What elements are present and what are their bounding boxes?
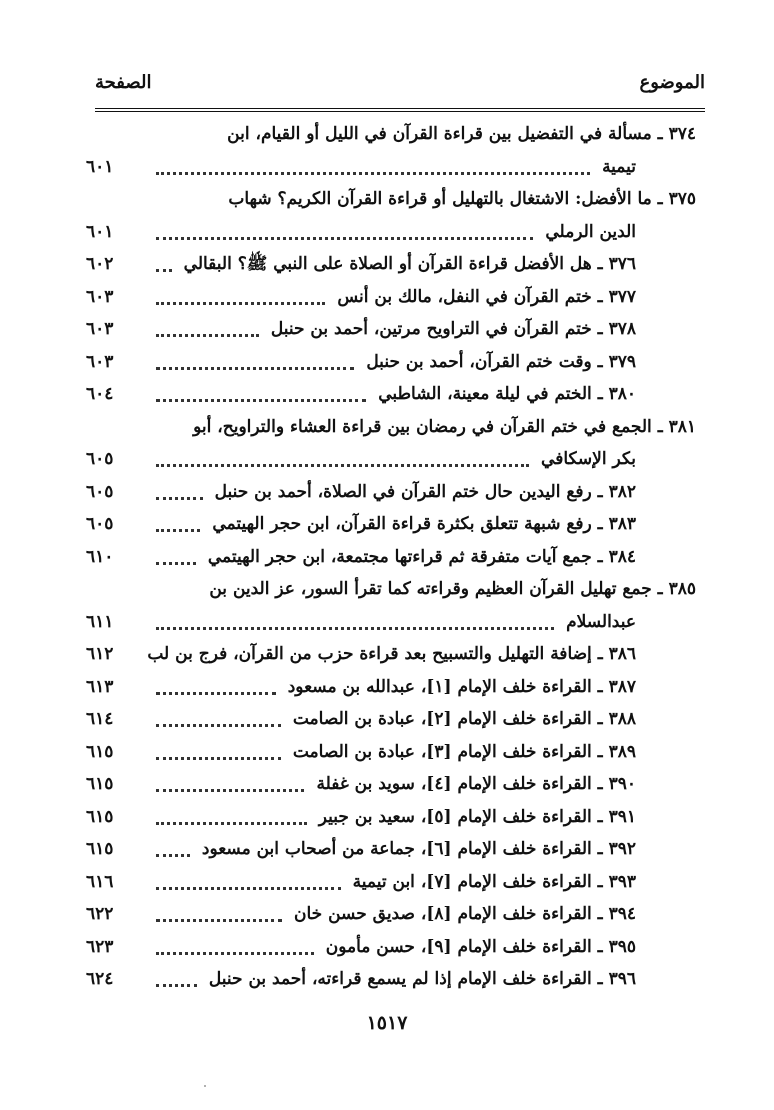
scan-speck — [204, 1085, 206, 1087]
toc-entry-line — [86, 216, 696, 249]
dot-leader — [156, 898, 282, 931]
toc-entry-page: ٦٠٢ — [86, 254, 114, 274]
toc-entry-page: ٦٠١ — [86, 221, 114, 242]
toc-entry — [86, 248, 696, 281]
toc-entry-line — [86, 443, 696, 476]
toc-entry-page: ٦١٥ — [86, 839, 114, 859]
toc-entry — [86, 313, 696, 346]
toc-entry-line — [86, 573, 696, 606]
toc-entry-page: ٦١٠ — [86, 546, 114, 567]
toc-entry-line — [86, 508, 696, 541]
page-number: ١٥١٧ — [366, 1012, 408, 1034]
toc-entry-page: ٦٢٤ — [86, 969, 114, 989]
toc-entry — [86, 671, 696, 704]
toc-entry-line — [86, 703, 696, 736]
toc-entry-text: ٣٩٤ ـ القراءة خلف الإمام [٨]، صديق حسن خان — [294, 904, 636, 924]
dot-leader — [156, 443, 529, 476]
toc-entry-text: ٣٧٩ ـ وقت ختم القرآن، أحمد بن حنبل — [366, 351, 636, 372]
toc-entry — [86, 703, 696, 736]
toc-entry-text: ٣٩٥ ـ القراءة خلف الإمام [٩]، حسن مأمون — [325, 936, 636, 957]
dot-leader — [156, 703, 281, 736]
toc-entry-line — [86, 313, 696, 346]
toc-entry-text: ٣٨٧ ـ القراءة خلف الإمام [١]، عبدالله بن مسعود — [287, 676, 636, 697]
toc-entry-text: ٣٧٥ ـ ما الأفضل: الاشتغال بالتهليل أو قراءة القرآن الكريم؟ شهاب — [228, 189, 696, 209]
toc-entry-line — [86, 768, 696, 801]
dot-leader — [156, 736, 281, 769]
toc-entry — [86, 183, 696, 248]
toc-entry — [86, 736, 696, 769]
toc-entry-page: ٦٠٤ — [86, 384, 114, 404]
toc-entry — [86, 346, 696, 379]
dot-leader — [156, 508, 200, 541]
dot-leader — [156, 378, 366, 411]
toc-entry-line — [86, 801, 696, 834]
toc-entry-text: ٣٨١ ـ الجمع في ختم القرآن في رمضان بين قراءة العشاء والتراويح، أبو — [193, 416, 696, 437]
toc-entry-text: ٣٩٣ ـ القراءة خلف الإمام [٧]، ابن تيمية — [352, 871, 636, 892]
toc-entry — [86, 508, 696, 541]
toc-entry-page: ٦٠٣ — [86, 319, 114, 339]
toc-entry-page: ٦٠٥ — [86, 481, 114, 502]
dot-leader — [156, 833, 190, 866]
toc-entry-line — [86, 411, 696, 444]
page-column-label: الصفحة — [95, 72, 152, 93]
toc-entry — [86, 898, 696, 931]
toc-list — [86, 118, 696, 996]
toc-entry-line — [86, 541, 696, 574]
toc-entry-line — [86, 118, 696, 151]
toc-entry-text: ٣٨٦ ـ إضافة التهليل والتسبيح بعد قراءة حزب من القرآن، فرج بن لب — [147, 644, 636, 664]
toc-entry-page: ٦٠١ — [86, 156, 114, 177]
dot-leader — [156, 346, 354, 379]
toc-entry-page: ٦١٦ — [86, 871, 114, 892]
toc-entry-line — [86, 931, 696, 964]
toc-entry-line — [86, 476, 696, 509]
toc-entry-page: ٦٠٣ — [86, 286, 114, 307]
toc-entry — [86, 638, 696, 671]
dot-leader — [156, 151, 590, 184]
toc-entry-text: ٣٨٩ ـ القراءة خلف الإمام [٣]، عبادة بن الصامت — [292, 741, 636, 762]
dot-leader — [156, 866, 341, 899]
dot-leader — [156, 931, 314, 964]
toc-entry-text: ٣٨٤ ـ جمع آيات متفرقة ثم قراءتها مجتمعة، ابن حجر الهيتمي — [207, 546, 636, 567]
toc-entry-line — [86, 833, 696, 866]
toc-entry-text: بكر الإسكافي — [541, 449, 636, 469]
toc-entry-text: الدين الرملي — [545, 221, 636, 242]
header-divider — [95, 108, 705, 112]
dot-leader — [156, 281, 325, 314]
toc-entry — [86, 118, 696, 183]
toc-entry — [86, 541, 696, 574]
toc-entry-text: ٣٧٧ ـ ختم القرآن في النفل، مالك بن أنس — [337, 286, 636, 307]
dot-leader — [156, 801, 307, 834]
toc-entry-text: ٣٨٥ ـ جمع تهليل القرآن العظيم وقراءته كما تقرأ السور، عز الدين بن — [209, 579, 696, 599]
dot-leader — [156, 313, 259, 346]
toc-entry — [86, 801, 696, 834]
toc-entry-page: ٦١٥ — [86, 806, 114, 827]
dot-leader — [156, 963, 197, 996]
toc-entry-page: ٦١٥ — [86, 741, 114, 762]
toc-entry — [86, 281, 696, 314]
dot-leader — [156, 248, 172, 281]
toc-entry-line — [86, 866, 696, 899]
toc-entry-line — [86, 248, 696, 281]
toc-entry-text: ٣٨٢ ـ رفع اليدين حال ختم القرآن في الصلاة، أحمد بن حنبل — [214, 481, 636, 502]
dot-leader — [156, 606, 554, 639]
toc-entry-text: ٣٨٠ ـ الختم في ليلة معينة، الشاطبي — [378, 384, 636, 404]
toc-entry-line — [86, 606, 696, 639]
toc-entry-line — [86, 898, 696, 931]
toc-entry — [86, 963, 696, 996]
toc-entry — [86, 573, 696, 638]
toc-entry-text: ٣٧٤ ـ مسألة في التفضيل بين قراءة القرآن في الليل أو القيام، ابن — [227, 124, 696, 144]
toc-entry-page: ٦٢٣ — [86, 936, 114, 957]
toc-entry-line — [86, 346, 696, 379]
dot-leader — [156, 476, 203, 509]
toc-entry-text: ٣٨٣ ـ رفع شبهة تتعلق بكثرة قراءة القرآن، ابن حجر الهيتمي — [212, 514, 636, 534]
toc-entry-text: عبدالسلام — [566, 611, 636, 632]
toc-entry-page: ٦١٣ — [86, 676, 114, 697]
toc-entry-page: ٦٠٥ — [86, 514, 114, 534]
dot-leader — [156, 768, 304, 801]
toc-entry-text: ٣٧٦ ـ هل الأفضل قراءة القرآن أو الصلاة على النبي ﷺ؟ البقالي — [183, 254, 636, 274]
toc-entry-line — [86, 963, 696, 996]
dot-leader — [156, 216, 533, 249]
toc-entry-text: ٣٧٨ ـ ختم القرآن في التراويح مرتين، أحمد بن حنبل — [270, 319, 636, 339]
toc-entry-line — [86, 183, 696, 216]
toc-entry-line — [86, 638, 696, 671]
toc-entry — [86, 378, 696, 411]
toc-entry — [86, 411, 696, 476]
toc-entry-page: ٦١٥ — [86, 774, 114, 794]
toc-entry-text: ٣٩٦ ـ القراءة خلف الإمام إذا لم يسمع قراءته، أحمد بن حنبل — [208, 969, 636, 989]
toc-entry — [86, 476, 696, 509]
toc-entry — [86, 768, 696, 801]
toc-entry-page: ٦٢٢ — [86, 904, 114, 924]
toc-entry-line — [86, 281, 696, 314]
toc-entry-page: ٦١٢ — [86, 644, 114, 664]
dot-leader — [156, 671, 276, 704]
toc-entry-text: ٣٩٠ ـ القراءة خلف الإمام [٤]، سويد بن غفلة — [316, 774, 636, 794]
toc-entry — [86, 866, 696, 899]
toc-entry-page: ٦٠٥ — [86, 449, 114, 469]
toc-entry-line — [86, 151, 696, 184]
toc-entry-line — [86, 736, 696, 769]
toc-entry-page: ٦١٤ — [86, 709, 114, 729]
toc-entry — [86, 931, 696, 964]
toc-entry-text: ٣٩٢ ـ القراءة خلف الإمام [٦]، جماعة من أصحاب ابن مسعود — [201, 839, 636, 859]
toc-entry-line — [86, 671, 696, 704]
toc-entry-line — [86, 378, 696, 411]
toc-entry — [86, 833, 696, 866]
toc-entry-text: ٣٩١ ـ القراءة خلف الإمام [٥]، سعيد بن جبير — [318, 806, 636, 827]
toc-entry-page: ٦٠٣ — [86, 351, 114, 372]
toc-entry-text: تيمية — [602, 156, 636, 177]
toc-header — [95, 70, 705, 100]
toc-entry-page: ٦١١ — [86, 611, 114, 632]
topic-column-label: الموضوع — [639, 72, 705, 93]
toc-entry-text: ٣٨٨ ـ القراءة خلف الإمام [٢]، عبادة بن الصامت — [292, 709, 636, 729]
dot-leader — [156, 541, 196, 574]
